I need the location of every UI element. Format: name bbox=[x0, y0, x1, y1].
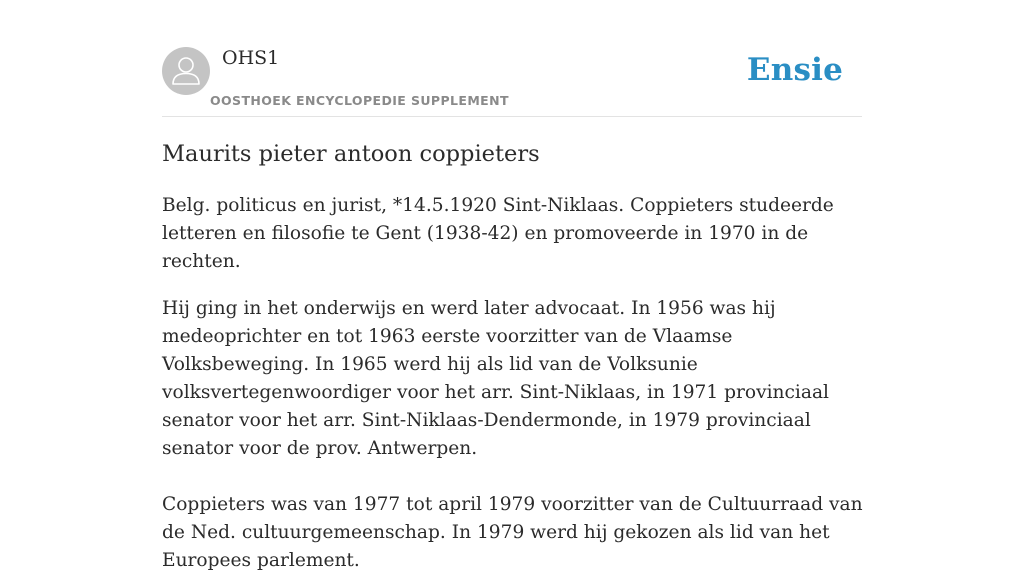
source-label[interactable]: OOSTHOEK ENCYCLOPEDIE SUPPLEMENT bbox=[210, 93, 509, 108]
entry-header bbox=[162, 0, 862, 117]
article-title: Maurits pieter antoon coppieters bbox=[162, 141, 540, 167]
ensie-logo[interactable]: Ensie bbox=[746, 52, 843, 88]
article-body bbox=[162, 138, 868, 575]
author-username[interactable]: OHS1 bbox=[222, 47, 280, 69]
user-avatar-icon[interactable] bbox=[162, 47, 210, 95]
article-paragraph-2: Hij ging in het onderwijs en werd later advocaat. In 1956 was hij medeoprichter en tot 1963 eerste voorzitter van de Vlaamse Volksbeweging. In 1965 werd hij als lid van de Volksunie volksvertegenwoordiger voor het arr. Sint-Niklaas, in 1971 provinciaal senator voor het arr. Sint-Niklaas-Dendermonde, in 1979 provinciaal senator voor de prov. Antwerpen. bbox=[162, 298, 829, 459]
article-paragraph-3: Coppieters was van 1977 tot april 1979 voorzitter van de Cultuurraad van de Ned. cultuurgemeenschap. In 1979 werd hij gekozen als lid van het Europees parlement. bbox=[162, 494, 863, 571]
article-paragraph-1: Belg. politicus en jurist, *14.5.1920 Sint-Niklaas. Coppieters studeerde letteren en filosofie te Gent (1938-42) en promoveerde in 1970 in de rechten. bbox=[162, 195, 834, 272]
user-silhouette-icon bbox=[162, 47, 210, 95]
